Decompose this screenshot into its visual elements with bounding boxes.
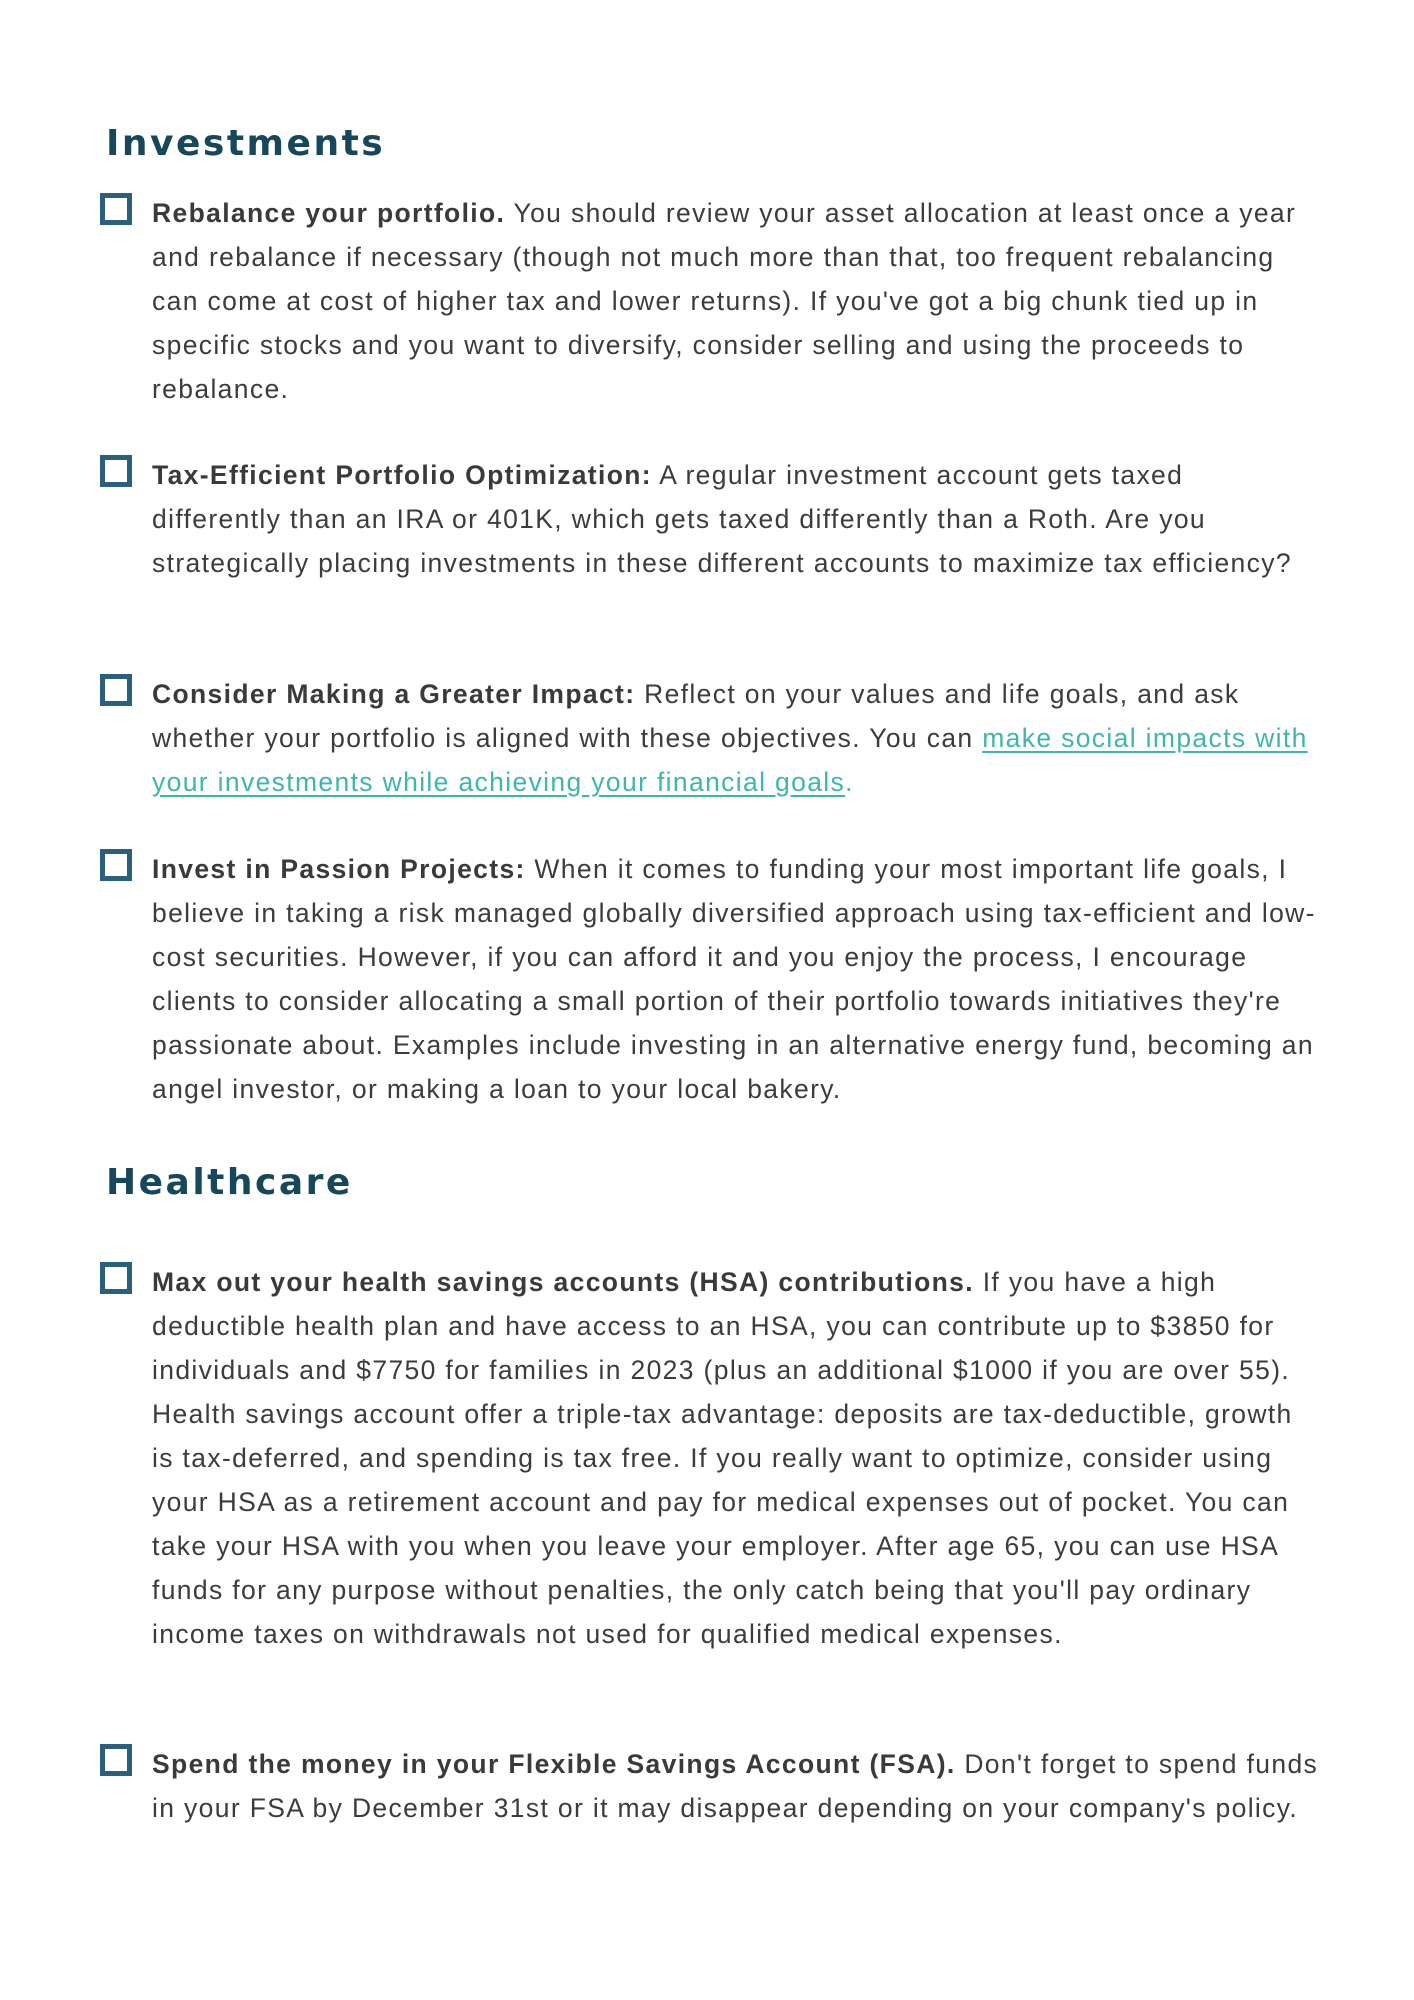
item-heading: Invest in Passion Projects: [152,854,526,884]
checkbox[interactable] [100,674,132,706]
checklist-item-rebalance [100,191,1320,411]
checkbox[interactable] [100,193,132,225]
item-body: When it comes to funding your most important life goals, I believe in taking a risk managed globally diversified approach using tax-efficient and low-cost securities. However, if you can afford it and you enjoy the process, I encourage clients to consider allocating a small portion of their portfolio towards initiatives they're passionate about. Examples include investing in an alternative energy fund, becoming an angel investor, or making a loan to your local bakery. [152,854,1316,1104]
item-body: If you have a high deductible health plan and have access to an HSA, you can contribute up to $3850 for individuals and $7750 for families in 2023 (plus an additional $1000 if you are over 55). Health savings account offer a triple-tax advantage: deposits are tax-deductible, growth is tax-deferred, and spending is tax free. If you really want to optimize, consider using your HSA as a retirement account and pay for medical expenses out of pocket. You can take your HSA with you when you leave your employer. After age 65, you can use HSA funds for any purpose without penalties, the only catch being that you'll pay ordinary income taxes on withdrawals not used for qualified medical expenses. [152,1267,1293,1649]
checklist-item-tax-efficient [100,453,1320,585]
item-heading: Rebalance your portfolio. [152,198,506,228]
item-text [152,191,1320,411]
social-impact-link[interactable]: make social impacts with your investments while achieving your financial goals [152,723,1308,797]
checklist-item-greater-impact [100,672,1320,804]
link-period: . [845,767,854,797]
section-title-healthcare: Healthcare [106,1162,353,1203]
item-text [152,453,1320,585]
checklist-item-hsa [100,1260,1320,1656]
item-heading: Tax-Efficient Portfolio Optimization: [152,460,652,490]
item-text [152,672,1320,804]
item-body: Reflect on your values and life goals, and ask whether your portfolio is aligned with these objectives. You can [152,679,1240,753]
item-text [152,1742,1320,1830]
section-title-investments: Investments [106,123,386,164]
checkbox[interactable] [100,1744,132,1776]
checklist-item-passion-projects [100,847,1320,1111]
checkbox[interactable] [100,849,132,881]
item-heading: Spend the money in your Flexible Savings Account (FSA). [152,1749,956,1779]
checkbox[interactable] [100,455,132,487]
item-body: A regular investment account gets taxed differently than an IRA or 401K, which gets taxed differently than a Roth. Are you strategically placing investments in these different accounts to maximize tax efficiency? [152,460,1292,578]
item-body: Don't forget to spend funds in your FSA by December 31st or it may disappear depending on your company's policy. [152,1749,1319,1823]
item-heading: Max out your health savings accounts (HSA) contributions. [152,1267,974,1297]
checklist-item-fsa [100,1742,1320,1830]
checkbox[interactable] [100,1262,132,1294]
item-body: You should review your asset allocation at least once a year and rebalance if necessary (though not much more than that, too frequent rebalancing can come at cost of higher tax and lower returns). If you've got a big chunk tied up in specific stocks and you want to diversify, consider selling and using the proceeds to rebalance. [152,198,1297,404]
item-heading: Consider Making a Greater Impact: [152,679,636,709]
item-text [152,847,1320,1111]
item-text [152,1260,1320,1656]
